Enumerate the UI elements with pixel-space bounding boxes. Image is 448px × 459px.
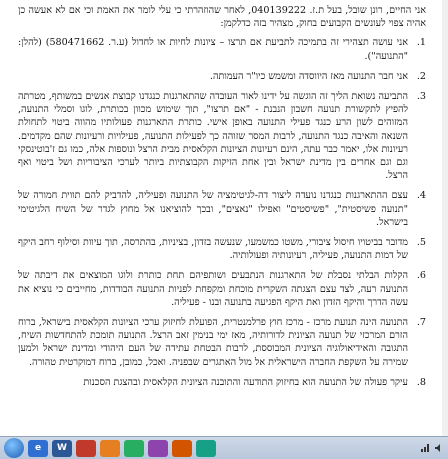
item-text: עצם ההתארגנות כנגדנו נועדה ליצור דה-לגיטימציה של התנועה ופעיליה, להדביק להם תווית חמורה של "תנועה פשיסטית", "פשיסטים" ואפילו "נאצים", ובכך להוציאנו אל מחוץ לגדר של השיח הלגיטימי בישראל. bbox=[18, 190, 408, 228]
list-item bbox=[18, 376, 426, 389]
intro-paragraph: אני החיים, רונן שובל, בעל ת.ז. 040139222, לאחר שהוזהרתי כי עלי לומר את האמת וכי אם לא אעשה כן אהיה צפוי לעונשים הקבועים בחוק, מצהיר בזה כדלקמן: bbox=[18, 5, 426, 30]
item-text: התביעה נשואת הליך זה הוגשה על ידינו לאור העובדה שהתארגנות כנגדנו קבוצת אנשים במשותף, מטרתה להפיץ לתקשורת תנועה חשבון הנבנת - "אם תרצו", תוך שימוש מכוון בכותרת, לוגו וסמלי התנועה, המזוהים לשון הרע כנגד פעילי התנועה באופן אישי. כותרת התארגנות פעולותיו מהווה ביטוי לתחולת השנאה והאיבה כנגד התנועה, לרבות המסר שזוהה כך לפעילות התנועה, פעילויות ורעיונות שהם מקדמים. רעיונות אלו, יאמר כבר עתה, הינם רעיונות הציונות הקלאסית מבית הרצל ונוספות אלה, כמו גם ז'בוטינסקי וגם וגם אחרים בין מדינת ישראל ובין אחת הזיקות הקבוצתיות ביותר לערכי הציבוריות ושל ביטוי ואף הרצל. bbox=[18, 91, 408, 182]
list-item bbox=[18, 269, 426, 309]
taskbar bbox=[0, 436, 448, 459]
list-item bbox=[18, 36, 426, 62]
taskbar-app-app5[interactable] bbox=[124, 440, 144, 457]
item-number: 1. bbox=[416, 37, 426, 49]
system-tray bbox=[420, 443, 448, 453]
item-number: 5. bbox=[416, 237, 426, 249]
list-item bbox=[18, 189, 426, 229]
taskbar-app-app8[interactable] bbox=[196, 440, 216, 457]
item-number: 6. bbox=[416, 270, 426, 282]
item-number: 8. bbox=[416, 376, 426, 388]
volume-icon[interactable] bbox=[434, 443, 444, 453]
item-number: 3. bbox=[416, 91, 426, 103]
taskbar-app-word[interactable]: W bbox=[52, 440, 72, 457]
item-text: אני חבר התנועה מאז היווסדה ומשמש כיו"ר העמותה. bbox=[209, 70, 408, 82]
list-item bbox=[18, 236, 426, 262]
item-number: 7. bbox=[416, 317, 426, 329]
taskbar-app-browser[interactable]: e bbox=[28, 440, 48, 457]
taskbar-app-app6[interactable] bbox=[148, 440, 168, 457]
numbered-list bbox=[18, 36, 426, 389]
item-number: 4. bbox=[416, 190, 426, 202]
item-text: התנועה הינה תנועת מרכז - מרכז חוץ פרלמנטרית, הפועלת לחיזוק ערכי הציונות הקלאסית בישראל, ברוח הזרם המרכזי של תנועה הציונית לדורותיה, מאז ימי בנימין זאב הרצל. התנועה תומכת להתחדשות השיח, התגובה והאידיאולוגיה הציונית המבוססת, לרבות הבטחת עתידה של העם היהודי ומדינת ישראל ולמען שמירה על השקפת החברה הישראלית אל מול האתגרים שבפניה. ואכל, כמובן, ברוח דמוקרטית טהורה. bbox=[18, 317, 408, 368]
list-item bbox=[18, 316, 426, 369]
item-text: מדובר בביטויו חיסול ציבורי, משטו כמשמעו, שנעשה בזדון, בציניות, בהתרסה, תוך עיוות וסילוף רחב היקף של דמות התנועה, פעיליה, רעיונותיה ופעולותיה. bbox=[18, 237, 408, 262]
taskbar-app-app7[interactable] bbox=[172, 440, 192, 457]
list-item bbox=[18, 90, 426, 182]
network-icon[interactable] bbox=[420, 443, 430, 453]
item-text: אני עושה תצהירי זה בתמיכה לתביעת אם תרצו – ציונות לחיות או לחדול (ע.ר. 580471662) (להלן: "התנועה"). bbox=[18, 37, 408, 62]
item-text: עיקר פעולה של התנועה הוא בחיזוק התודעה והתובנה הציונית הקלאסית ובהצגת הסכנות bbox=[83, 376, 408, 388]
start-button[interactable] bbox=[4, 438, 24, 458]
taskbar-app-app4[interactable] bbox=[100, 440, 120, 457]
item-text: הקלות הבלתי נסבלת של התארגנות הנתבעים ושותפיהם תחת כותרת ולוגו המוצאים את דיבתה של התנועה רעה, לצד עצם הצגתה השקרית מוכחת ומקפחת לפניות התנועה הבודדות, מחייבים כי נוציא את עשה הדרך והיקף הזדון ואת היקף הפגיעה בתנועה ובנו - פעיליה. bbox=[18, 270, 408, 308]
taskbar-apps bbox=[28, 440, 216, 457]
scrollbar[interactable] bbox=[442, 0, 448, 436]
taskbar-app-app3[interactable] bbox=[76, 440, 96, 457]
document-page bbox=[18, 4, 426, 396]
item-number: 2. bbox=[416, 70, 426, 82]
list-item bbox=[18, 70, 426, 83]
